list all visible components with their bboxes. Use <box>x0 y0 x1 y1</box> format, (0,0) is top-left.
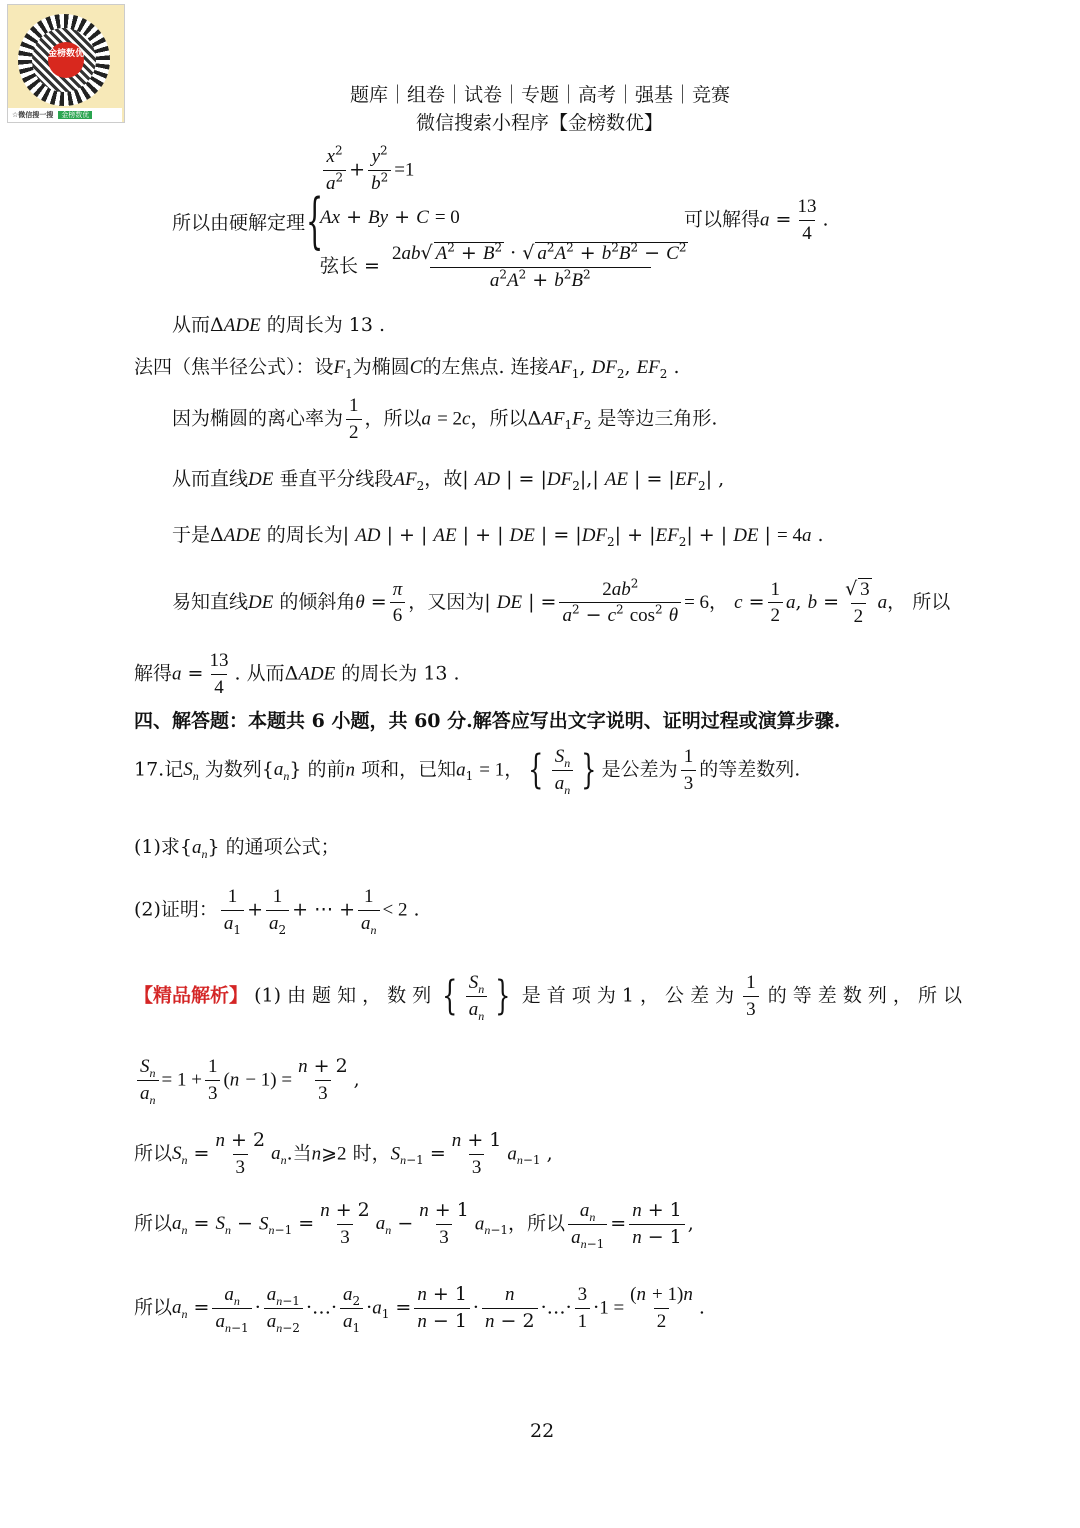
answer-tag: 【精品解析】 <box>134 984 249 1007</box>
chord-label: 弦长 <box>320 254 359 277</box>
header-nav: 题库｜组卷｜试卷｜专题｜高考｜强基｜竞赛 <box>350 84 731 106</box>
chord-formula: 弦长 = $\frac{2ab√ A^2 + B^2 \cdot √ a^2A^2 + b^2B^2 - C^2}{a^2A^2 + b^2B^2}$ <box>320 240 687 291</box>
hard-solution-label: 所以由硬解定理 <box>172 212 306 234</box>
sn-expression-line: 所以$S_n$ = $\frac{n + 2}{3}$ $a_n$.当n⩾2 时，$S_{n-1}$ = $\frac{n + 1}{3}$ $a_{n-1}$ , <box>134 1129 553 1178</box>
system-brace: { <box>306 186 324 256</box>
qr-strip: ☆微信搜一搜 金榜数优 <box>8 108 122 122</box>
answer-intro: 【精品解析】 (1) 由 题 知 ， 数 列 { $\frac{S_n}{a_n}$ } 是 首 项 为 1 ， 公 差 为 $\frac{1}{3}$ 的 等 差 数 列 ， 所 以 <box>134 972 962 1023</box>
inclination-line: 易知直线DE 的倾斜角θ = $\frac{\pi}{6}$ ，又因为| DE | = $\frac{2ab^2}{a^2 - c^2 \cos^2 \theta}$ = 6， c = $\frac{1}{2}$ a, b = $\frac{√ 3}{2}$ a， 所以 <box>172 576 951 627</box>
qr-strip-left: 微信搜一搜 <box>18 111 54 119</box>
eccentricity-line: 因为椭圆的离心率为 $\frac{1}{2}$ ，所以a = 2c，所以$\Delta AF_1F_2$ 是等边三角形. <box>172 395 718 443</box>
an-difference-line: 所以$a_n = S_n - S_{n-1}$ = $\frac{n + 2}{3}$ $a_n$ − $\frac{n + 1}{3}$ $a_{n-1}$，所以 $\frac{a_n}{a_{n-1}}$ = $\frac{n + 1}{n - 1}$ , <box>134 1199 694 1251</box>
method-four: 法四（焦半径公式）：设$F_1$为椭圆C的左焦点. 连接$AF_1$, $DF_2$, $EF_2$ . <box>134 356 680 381</box>
can-solve-label: 可以解得 <box>684 208 761 231</box>
question-17-part-1: (1)求$\{a_n\}$ 的通项公式； <box>134 836 340 861</box>
perimeter-4a-line: 于是ΔADE 的周长为| AD | + | AE | + | DE | = $|DF_2| + |EF_2|$ + | DE | = 4a . <box>172 524 824 549</box>
header-subtitle: 微信搜索小程序【金榜数优】 <box>416 112 664 134</box>
ellipse-equation: $\frac{x^2}{a^2}$ + $\frac{y^2}{b^2}$ =1 <box>320 146 414 195</box>
qr-strip-right: 金榜数优 <box>58 111 92 119</box>
question-17: 17.记$S_n$ 为数列$\{a_n\}$ 的前n 项和，已知$a_1 = 1$， { $\frac{S_n}{a_n}$ } 是公差为 $\frac{1}{3}$ 的等差数列. <box>134 746 801 797</box>
brand-logo: 金榜数优 <box>48 42 84 78</box>
perpendicular-line: 从而直线DE 垂直平分线段$AF_2$，故| AD | = $|DF_2|,|$ AE | = $|EF_2|$ , <box>172 468 725 493</box>
solve-line: 解得a = $\frac{13}{4}$ . 从而ΔADE 的周长为 13 . <box>134 650 460 698</box>
qr-code-badge[interactable] <box>7 4 125 123</box>
question-17-part-2: (2)证明： $\frac{1}{a_1}$ + $\frac{1}{a_2}$ + ⋯ + $\frac{1}{a_n}$ < 2 . <box>134 886 420 937</box>
result-a-13-4: 可以解得a = $\frac{13}{4}$ . <box>684 196 829 244</box>
line-equation: Ax + By + C = 0 <box>320 206 460 228</box>
section-heading: 四、解答题：本题共 6 小题，共 60 分.解答应写出文字说明、证明过程或演算步骤. <box>134 710 841 732</box>
an-product-line: 所以$a_n$ = $\frac{a_n}{a_{n-1}}$ · $\frac{a_{n-1}}{a_{n-2}}$ ·…· $\frac{a_2}{a_1}$ $\cdot a_1$ = $\frac{n + 1}{n - 1}$ · $\frac{n}{n - 2}$ ·…· $\frac{3}{1}$ ·1 = $\frac{(n + 1)n}{2}$ . <box>134 1283 705 1335</box>
sn-over-an-line: $\frac{S_n}{a_n}$ = 1 + $\frac{1}{3}$ (n − 1) = $\frac{n + 2}{3}$ , <box>134 1056 360 1105</box>
page-number: 22 <box>530 1420 555 1442</box>
perimeter-line-1: 从而ΔADE 的周长为 13 . <box>172 314 386 336</box>
